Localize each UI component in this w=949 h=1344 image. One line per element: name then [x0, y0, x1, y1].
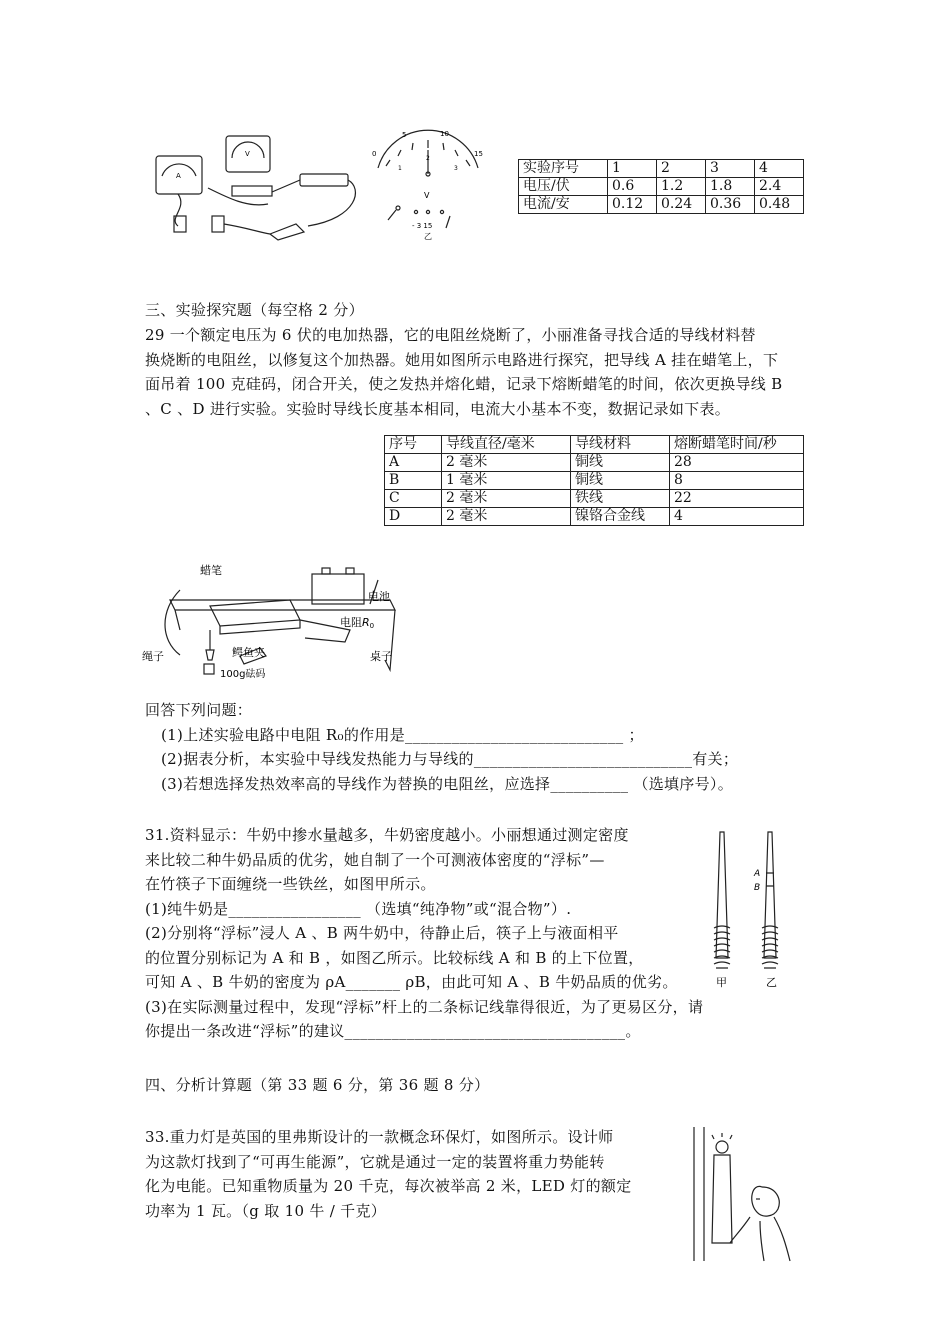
table-cell: 8 — [670, 472, 804, 490]
label-desk: 桌子 — [370, 650, 392, 663]
q29-line: 29 一个额定电压为 6 伏的电加热器，它的电阻丝烧断了，小丽准备寻找合适的导线材料替 — [145, 326, 756, 344]
label-battery: 电池 — [368, 590, 390, 603]
q31-line: 你提出一条改进“浮标”的建议____________________________________。 — [145, 1022, 641, 1040]
table-cell: 4 — [755, 160, 804, 178]
label-jia: 甲 — [716, 976, 727, 989]
gravity-lamp-figure — [690, 1125, 805, 1265]
voltmeter-letter: V — [245, 150, 250, 158]
q29-answers — [145, 698, 805, 796]
dial-tick-0: 0 — [372, 150, 377, 158]
question-31 — [145, 823, 795, 1044]
section-3-heading: 三、实验探究题（每空格 2 分） — [145, 301, 364, 319]
label-resistor-subscript: 0 — [369, 622, 375, 630]
q31-line: 31.资料显示：牛奶中掺水量越多，牛奶密度越小。小丽想通过测定密度 — [145, 826, 629, 844]
q29-sub2: (2)据表分析，本实验中导线发热能力与导线的____________________________有关； — [161, 750, 739, 768]
table-cell: 4 — [670, 508, 804, 526]
label-clip: 鳄鱼夹 — [232, 646, 265, 659]
table-row — [385, 490, 804, 508]
label-resistor-text: 电阻 — [340, 616, 362, 629]
table-cell: 0.12 — [608, 196, 657, 214]
dial-tick-5: 5 — [402, 131, 407, 139]
label-rope: 绳子 — [142, 650, 164, 663]
table-cell: D — [385, 508, 442, 526]
q31-line: 来比较二种牛奶品质的优劣，她自制了一个可测液体密度的“浮标”— — [145, 850, 605, 869]
voltage-current-table — [518, 159, 804, 214]
q31-line: 的位置分别标记为 A 和 B ，如图乙所示。比较标线 A 和 B 的上下位置， — [145, 948, 644, 967]
q31-line: 在竹筷子下面缠绕一些铁丝，如图甲所示。 — [145, 875, 436, 893]
table-cell: 2.4 — [755, 178, 804, 196]
dial-tick-2: 2 — [426, 155, 430, 162]
q29-line: 换烧断的电阻丝，以修复这个加热器。她用如图所示电路进行探究，把导线 A 挂在蜡笔上，下 — [145, 350, 779, 369]
question-29 — [145, 323, 805, 421]
table-cell: 0.24 — [657, 196, 706, 214]
table-header-cell: 序号 — [385, 436, 442, 454]
table-header-row — [385, 436, 804, 454]
table-cell: 铜线 — [571, 454, 670, 472]
table-cell: 镍铬合金线 — [571, 508, 670, 526]
table-cell: 2 毫米 — [442, 508, 571, 526]
voltmeter-dial-figure — [366, 128, 491, 243]
table-cell: 3 — [706, 160, 755, 178]
table-header-cell: 熔断蜡笔时间/秒 — [670, 436, 804, 454]
q31-line: 可知 A 、B 牛奶的密度为 ρA_______ ρB，由此可知 A 、B 牛奶品质的优劣。 — [145, 973, 678, 991]
table-row — [385, 454, 804, 472]
table-cell: 1.2 — [657, 178, 706, 196]
q31-line: (1)纯牛奶是_________________ （选填“纯净物”或“混合物”）. — [145, 899, 572, 918]
dial-label: 乙 — [424, 232, 432, 241]
float-chopstick-figure — [706, 828, 796, 996]
table-header-cell: 导线材料 — [571, 436, 670, 454]
table-cell: 实验序号 — [519, 160, 608, 178]
table-cell: 铁线 — [571, 490, 670, 508]
table-cell: C — [385, 490, 442, 508]
label-crayon: 蜡笔 — [200, 564, 222, 577]
table-row — [385, 472, 804, 490]
crayon-apparatus-figure — [140, 560, 410, 685]
table-cell: 0.48 — [755, 196, 804, 214]
dial-terminals: - 3 15 — [412, 222, 433, 230]
section-4-heading: 四、分析计算题（第 33 题 6 分，第 36 题 8 分） — [145, 1076, 490, 1094]
table-cell: 0.36 — [706, 196, 755, 214]
table-cell: 2 毫米 — [442, 454, 571, 472]
table-cell: 1 毫米 — [442, 472, 571, 490]
dial-tick-10: 10 — [440, 130, 449, 138]
q33-line: 功率为 1 瓦。（g 取 10 牛 / 千克） — [145, 1201, 387, 1220]
table-cell: 0.6 — [608, 178, 657, 196]
table-cell: 电流/安 — [519, 196, 608, 214]
dial-unit: V — [424, 191, 430, 200]
dial-tick-15: 15 — [474, 150, 483, 158]
table-row — [385, 508, 804, 526]
wire-material-table — [384, 435, 804, 526]
q31-line: (3)在实际测量过程中，发现“浮标”杆上的二条标记线靠得很近，为了更易区分，请 — [145, 997, 704, 1016]
table-row — [519, 160, 804, 178]
q33-line: 为这款灯找到了“可再生能源”，它就是通过一定的装置将重力势能转 — [145, 1152, 605, 1171]
table-cell: B — [385, 472, 442, 490]
table-cell: 1 — [608, 160, 657, 178]
q29-sub3: (3)若想选择发热效率高的导线作为替换的电阻丝，应选择__________ （选填序号）。 — [161, 774, 734, 793]
q29-line: 面吊着 100 克硅码，闭合开关，使之发热并熔化蜡，记录下熔断蜡笔的时间，依次更换导线 B — [145, 375, 783, 393]
table-cell: 2 — [657, 160, 706, 178]
dial-tick-1: 1 — [398, 165, 402, 172]
label-resistor: 电阻R0 — [340, 616, 375, 630]
table-row — [519, 178, 804, 196]
table-cell: 2 毫米 — [442, 490, 571, 508]
question-33 — [145, 1125, 685, 1223]
q33-line: 33.重力灯是英国的里弗斯设计的一款概念环保灯，如图所示。设计师 — [145, 1128, 614, 1146]
q29-line: 、C 、D 进行实验。实验时导线长度基本相同，电流大小基本不变，数据记录如下表。 — [145, 399, 731, 418]
label-a: A — [754, 869, 761, 879]
table-cell: 1.8 — [706, 178, 755, 196]
answer-intro: 回答下列问题： — [145, 701, 253, 719]
circuit-figure — [148, 128, 368, 248]
q31-line: (2)分别将“浮标”浸人 A 、B 两牛奶中，待静止后，筷子上与液面相平 — [145, 924, 619, 942]
q33-line: 化为电能。已知重物质量为 20 千克，每次被举高 2 米，LED 灯的额定 — [145, 1177, 632, 1195]
ammeter-letter: A — [176, 172, 181, 180]
table-cell: 22 — [670, 490, 804, 508]
table-cell: 电压/伏 — [519, 178, 608, 196]
table-cell: 28 — [670, 454, 804, 472]
q29-sub1: (1)上述实验电路中电阻 R₀的作用是____________________________ ； — [161, 725, 644, 744]
table-cell: 铜线 — [571, 472, 670, 490]
table-row — [519, 196, 804, 214]
label-b: B — [754, 883, 761, 893]
table-cell: A — [385, 454, 442, 472]
table-header-cell: 导线直径/毫米 — [442, 436, 571, 454]
label-yi: 乙 — [766, 976, 777, 989]
label-weight: 100g砝码 — [220, 669, 266, 680]
dial-tick-3: 3 — [454, 165, 458, 172]
